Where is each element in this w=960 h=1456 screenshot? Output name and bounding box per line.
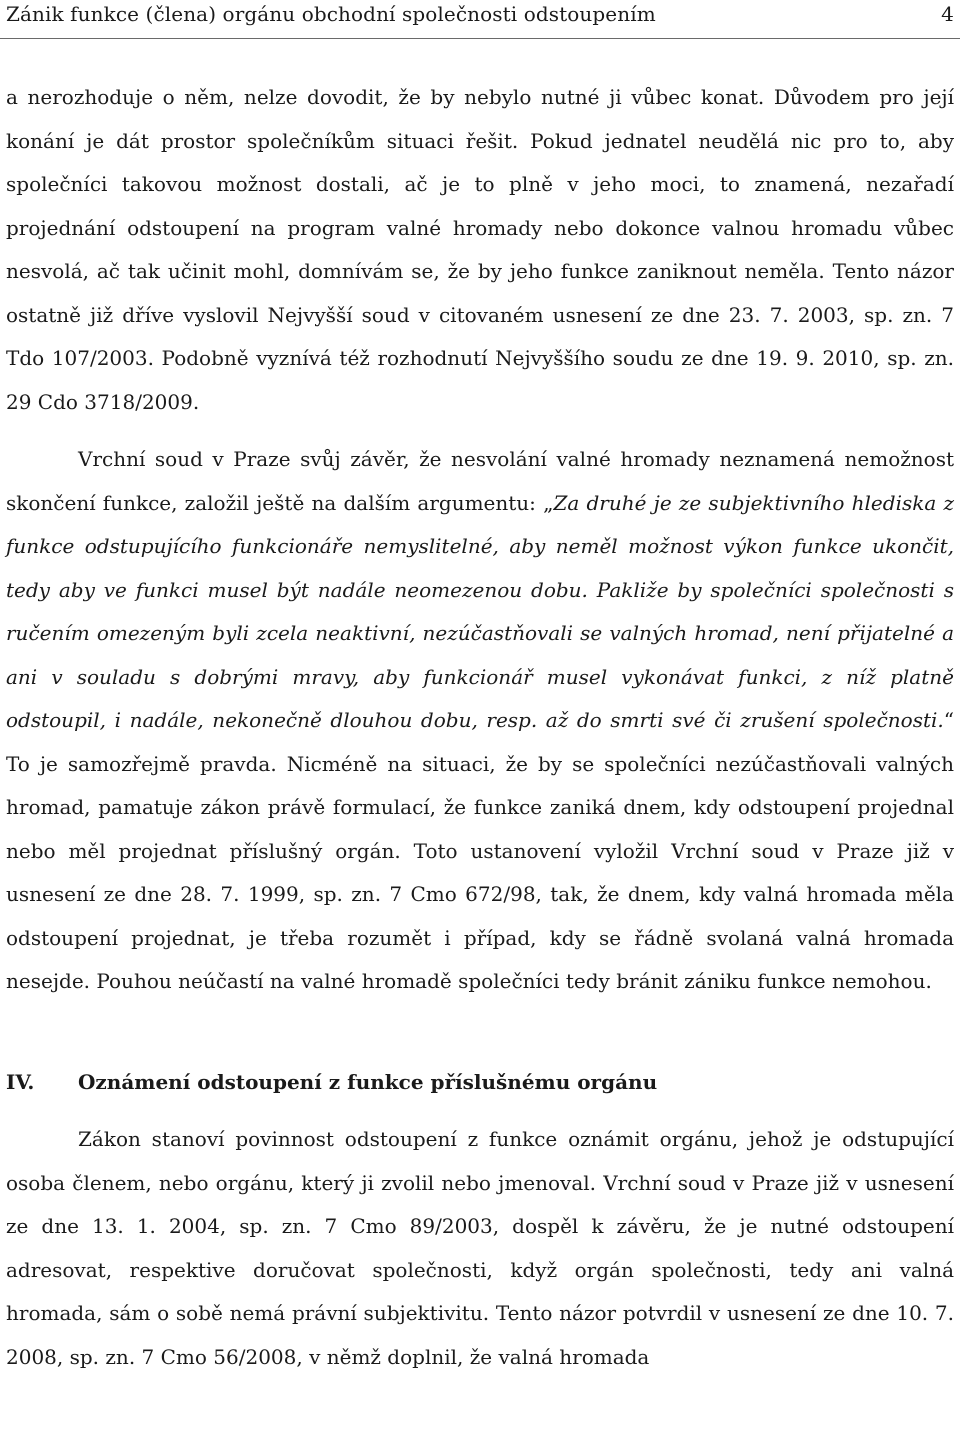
document-body — [6, 76, 954, 1379]
section-heading — [6, 1061, 954, 1105]
section-title: Oznámení odstoupení z funkce příslušnému orgánu — [78, 1069, 658, 1094]
section-number: IV. — [6, 1069, 35, 1094]
paragraph-court-argument — [6, 438, 954, 1004]
paragraph-text: a nerozhoduje o něm, nelze dovodit, že by nebylo nutné ji vůbec konat. Důvodem pro její konání je dát prostor společníkům situaci řešit. Pokud jednatel neudělá nic pro to, aby společníci takovou možnost dostali, ač je to plně v jeho moci, to znamená, nezařadí projednání odstoupení na program valné hromady nebo dokonce valnou hromadu vůbec nesvolá, ač tak učinit mohl, domnívám se, že by jeho funkce zaniknout neměla. Tento názor ostatně již dříve vyslovil Nejvyšší soud v citovaném usnesení ze dne 23. 7. 2003, sp. zn. 7 Tdo 107/2003. Podobně vyznívá též rozhodnutí Nejvyššího soudu ze dne 19. 9. 2010, sp. zn. 29 Cdo 3718/2009. — [6, 85, 954, 414]
quoted-court-text: Za druhé je ze subjektivního hlediska z funkce odstupujícího funkcionáře nemyslitelné, aby neměl možnost výkon funkce ukončit, tedy aby ve funkci musel být nadále neomezenou dobu. Pakliže by společníci společnosti s ručením omezeným byli zcela neaktivní, nezúčastňovali se valných hromad, není přijatelné a ani v souladu s dobrými mravy, aby funkcionář musel vykonávat funkci, z níž platně odstoupil, i nadále, nekonečně dlouhou dobu, resp. až do smrti své či zrušení společnosti. — [6, 490, 955, 732]
paragraph-notification — [6, 1118, 954, 1379]
header-divider — [0, 38, 960, 39]
paragraph-text: Vrchní soud v Praze svůj závěr, že nesvolání valné hromady neznamená nemožnost skončení funkce, založil ještě na dalším argumentu: „ — [6, 447, 954, 515]
header-title: Zánik funkce (člena) orgánu obchodní společnosti odstoupením — [6, 2, 656, 26]
paragraph-text: “ To je samozřejmě pravda. Nicméně na situaci, že by se společníci nezúčastňovali valných hromad, pamatuje zákon právě formulací, že funkce zaniká dnem, kdy odstoupení projednal nebo měl projednat příslušný orgán. Toto ustanovení vyložil Vrchní soud v Praze již v usnesení ze dne 28. 7. 1999, sp. zn. 7 Cmo 672/98, tak, že dnem, kdy valná hromada měla odstoupení projednat, je třeba rozumět i případ, kdy se řádně svolaná valná hromada nesejde. Pouhou neúčastí na valné hromadě společníci tedy bránit zániku funkce nemohou. — [6, 708, 954, 993]
running-header — [6, 0, 954, 28]
paragraph-text: Zákon stanoví povinnost odstoupení z funkce oznámit orgánu, jehož je odstupující osoba členem, nebo orgánu, který ji zvolil nebo jmenoval. Vrchní soud v Praze již v usnesení ze dne 13. 1. 2004, sp. zn. 7 Cmo 89/2003, dospěl k závěru, že je nutné odstoupení adresovat, respektive doručovat společnosti, když orgán společnosti, tedy ani valná hromada, sám o sobě nemá právní subjektivitu. Tento názor potvrdil v usnesení ze dne 10. 7. 2008, sp. zn. 7 Cmo 56/2008, v němž doplnil, že valná hromada — [6, 1127, 954, 1369]
paragraph-continuation — [6, 76, 954, 424]
page-number: 4 — [941, 2, 954, 26]
